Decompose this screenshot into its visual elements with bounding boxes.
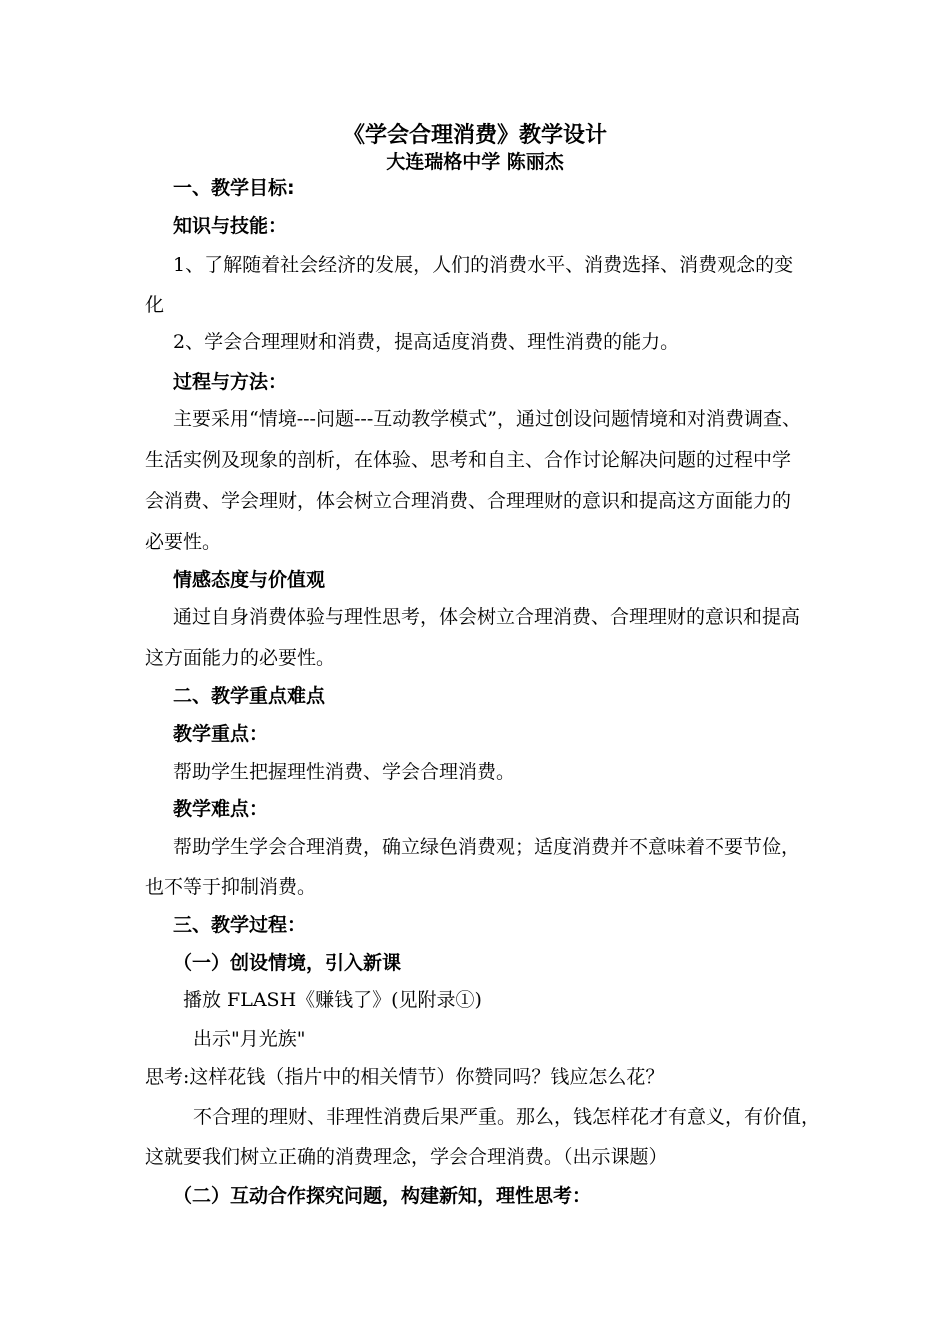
paragraph-line: 不合理的理财、非理性消费后果严重。那么，钱怎样花才有意义，有价值，: [193, 1106, 821, 1128]
paragraph-line: 也不等于抑制消费。: [145, 876, 317, 898]
paragraph-line: 必要性。: [145, 531, 222, 553]
subheading-key-point: 教学重点：: [173, 723, 269, 745]
document-title: 《学会合理消费》教学设计: [342, 123, 607, 148]
paragraph-line: 这就要我们树立正确的消费理念，学会合理消费。（出示课题）: [145, 1146, 668, 1168]
paragraph-line: 会消费、学会理财，体会树立合理消费、合理理财的意识和提高这方面能力的: [145, 490, 792, 512]
paragraph-line: 生活实例及现象的剖析，在体验、思考和自主、合作讨论解决问题的过程中学: [145, 449, 792, 471]
section-heading-objectives: 一、教学目标:: [173, 177, 295, 199]
paragraph-line: 2、学会合理理财和消费，提高适度消费、理性消费的能力。: [173, 331, 680, 353]
paragraph-line: 化: [145, 294, 165, 316]
paragraph-line: 思考:这样花钱（指片中的相关情节）你赞同吗？钱应怎么花？: [145, 1066, 665, 1088]
section-heading-key-points: 二、教学重点难点: [173, 685, 326, 707]
paragraph-line: 这方面能力的必要性。: [145, 647, 336, 669]
paragraph-line: 播放 FLASH《赚钱了》(见附录①): [183, 989, 482, 1011]
subheading-knowledge-skills: 知识与技能：: [173, 215, 288, 237]
subheading-process-methods: 过程与方法：: [173, 371, 288, 393]
subheading-part-two: （二）互动合作探究问题，构建新知，理性思考：: [173, 1185, 592, 1207]
paragraph-line: 出示"月光族": [193, 1028, 306, 1050]
section-heading-process: 三、教学过程：: [173, 914, 307, 936]
subheading-difficulty: 教学难点：: [173, 798, 269, 820]
subheading-part-one: （一）创设情境，引入新课: [173, 952, 402, 974]
paragraph-line: 帮助学生学会合理消费，确立绿色消费观；适度消费并不意味着不要节俭，: [173, 836, 801, 858]
paragraph-line: 主要采用“情境---问题---互动教学模式”，通过创设问题情境和对消费调查、: [173, 408, 801, 430]
paragraph-line: 通过自身消费体验与理性思考，体会树立合理消费、合理理财的意识和提高: [173, 606, 801, 628]
author-line: 大连瑞格中学 陈丽杰: [386, 151, 564, 173]
paragraph-line: 帮助学生把握理性消费、学会合理消费。: [173, 761, 516, 783]
subheading-attitudes-values: 情感态度与价值观: [173, 569, 326, 591]
paragraph-line: 1、了解随着社会经济的发展，人们的消费水平、消费选择、消费观念的变: [173, 254, 794, 276]
